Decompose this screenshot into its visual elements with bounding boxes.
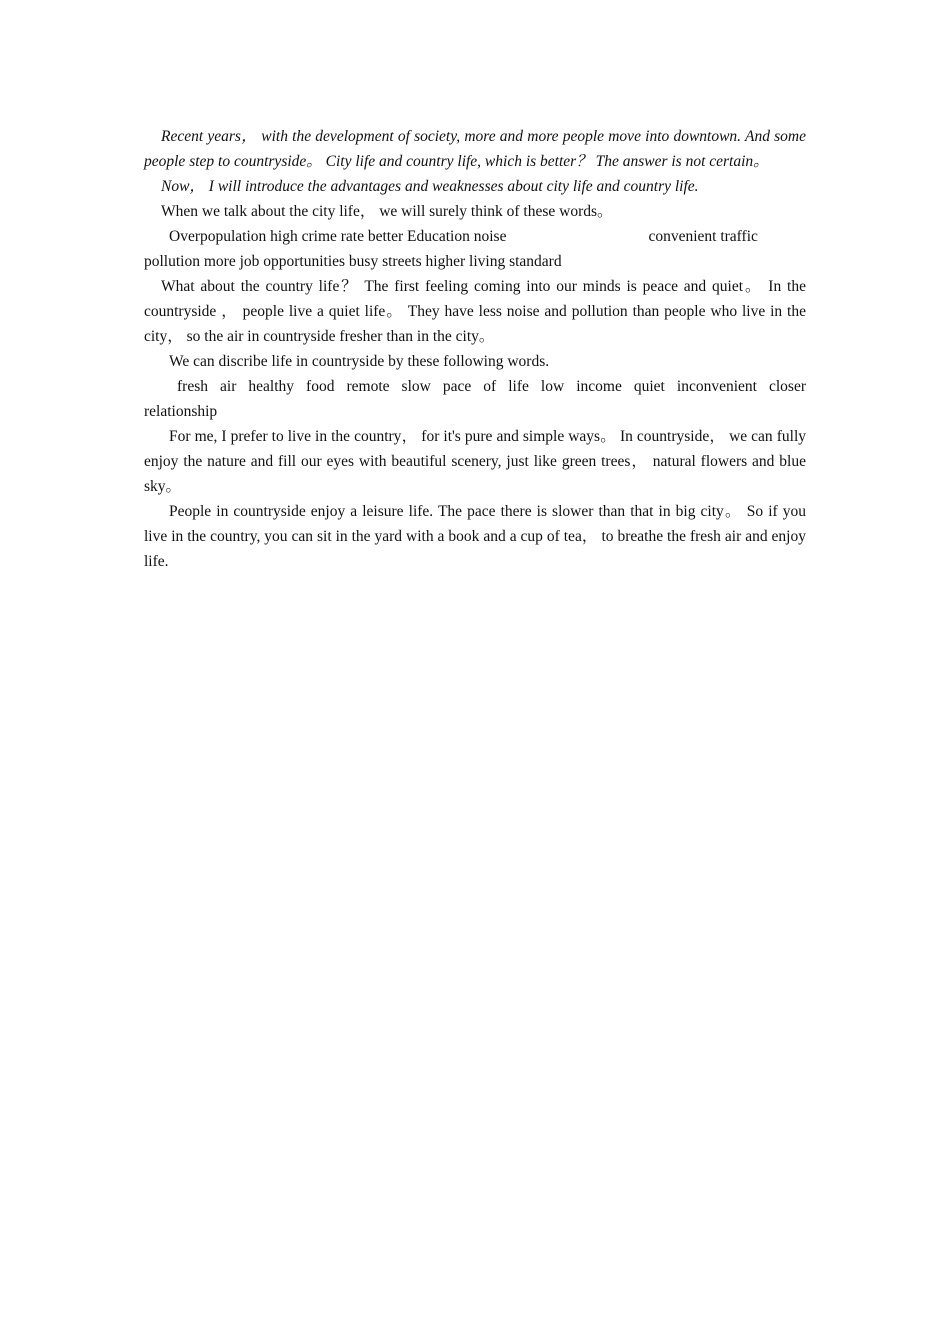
paragraph-country-words: fresh air healthy food remote slow pace of life low income quiet inconvenient closer relationship	[144, 378, 806, 420]
paragraph-country-intro: What about the country life？ The first feeling coming into our minds is peace and quiet。 In the countryside ， people live a quiet life。 They have less noise and pollution than people who live in the city， so the air in countryside fresher than in the city。	[144, 278, 806, 345]
document-body	[144, 124, 806, 574]
city-words-first: Overpopulation high crime rate better Education noise	[169, 228, 507, 245]
city-words-second: convenient traffic	[648, 228, 758, 245]
paragraph-intro-now: Now， I will introduce the advantages and weaknesses about city life and country life.	[161, 178, 699, 195]
paragraph-city-intro: When we talk about the city life， we will surely think of these words。	[161, 203, 613, 220]
paragraph-preference: For me, I prefer to live in the country， for it's pure and simple ways。 In countryside， we can fully enjoy the nature and fill our eyes with beautiful scenery, just like green trees， natural flowers and blue sky。	[144, 428, 806, 495]
paragraph-country-describe: We can discribe life in countryside by these following words.	[169, 353, 550, 370]
paragraph-intro: Recent years， with the development of society, more and more people move into downtown. And some people step to countryside。 City life and country life, which is better？ The answer is not certain。	[144, 128, 806, 170]
paragraph-leisure: People in countryside enjoy a leisure life. The pace there is slower than that in big city。 So if you live in the country, you can sit in the yard with a book and a cup of tea， to breathe the fresh air and enjoy life.	[144, 503, 806, 570]
city-words-third: pollution more job opportunities busy streets higher living standard	[144, 253, 562, 270]
paragraph-city-words	[144, 224, 806, 274]
